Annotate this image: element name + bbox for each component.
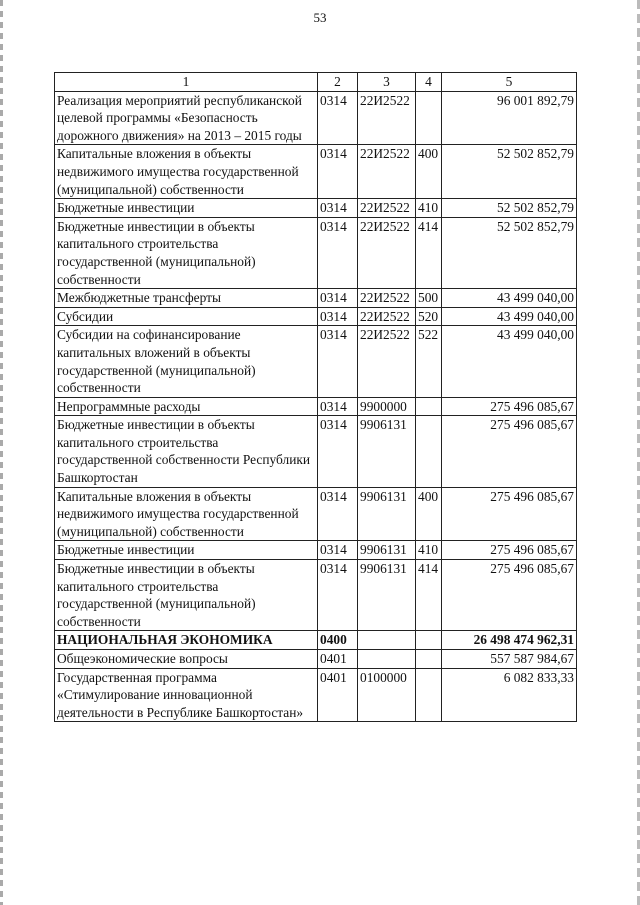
header-target-article: 3 — [358, 73, 416, 92]
table-row — [55, 307, 577, 326]
row-expense-type: 414 — [416, 560, 442, 631]
row-expense-type — [416, 668, 442, 722]
row-expense-type: 414 — [416, 217, 442, 288]
table-row — [55, 541, 577, 560]
row-name: Капитальные вложения в объекты недвижимого имущества государственной (муниципальной) собственности — [55, 145, 318, 199]
row-name: Бюджетные инвестиции в объекты капитального строительства государственной (муниципальной) собственности — [55, 217, 318, 288]
row-target-article — [358, 631, 416, 650]
row-section-code: 0314 — [318, 487, 358, 541]
header-amount: 5 — [442, 73, 577, 92]
row-target-article: 9900000 — [358, 397, 416, 416]
row-target-article: 22И2522 — [358, 217, 416, 288]
row-amount: 52 502 852,79 — [442, 145, 577, 199]
row-section-code: 0400 — [318, 631, 358, 650]
row-amount: 26 498 474 962,31 — [442, 631, 577, 650]
row-expense-type — [416, 631, 442, 650]
row-amount: 52 502 852,79 — [442, 217, 577, 288]
row-section-code: 0314 — [318, 397, 358, 416]
row-amount: 275 496 085,67 — [442, 541, 577, 560]
table-row — [55, 199, 577, 218]
header-expense-type: 4 — [416, 73, 442, 92]
row-amount: 275 496 085,67 — [442, 560, 577, 631]
table-row — [55, 487, 577, 541]
row-expense-type: 410 — [416, 199, 442, 218]
row-section-code: 0401 — [318, 650, 358, 669]
row-section-code: 0314 — [318, 416, 358, 487]
row-target-article: 22И2522 — [358, 326, 416, 397]
row-name: Государственная программа «Стимулирование инновационной деятельности в Республике Башкортостан» — [55, 668, 318, 722]
row-expense-type: 400 — [416, 487, 442, 541]
table-row — [55, 668, 577, 722]
row-section-code: 0314 — [318, 560, 358, 631]
row-section-code: 0314 — [318, 217, 358, 288]
row-name: Бюджетные инвестиции — [55, 199, 318, 218]
row-name: Субсидии — [55, 307, 318, 326]
table-body — [55, 91, 577, 722]
header-row — [55, 73, 577, 92]
row-target-article: 22И2522 — [358, 199, 416, 218]
table-row — [55, 416, 577, 487]
row-section-code: 0314 — [318, 145, 358, 199]
table-row — [55, 397, 577, 416]
row-target-article: 9906131 — [358, 416, 416, 487]
row-name: Общеэкономические вопросы — [55, 650, 318, 669]
row-expense-type — [416, 416, 442, 487]
row-section-code: 0314 — [318, 199, 358, 218]
row-amount: 96 001 892,79 — [442, 91, 577, 145]
table-row — [55, 326, 577, 397]
row-section-code: 0314 — [318, 326, 358, 397]
row-expense-type: 400 — [416, 145, 442, 199]
row-name: Непрограммные расходы — [55, 397, 318, 416]
row-amount: 275 496 085,67 — [442, 397, 577, 416]
row-name: Капитальные вложения в объекты недвижимого имущества государственной (муниципальной) собственности — [55, 487, 318, 541]
row-section-code: 0314 — [318, 91, 358, 145]
row-amount: 52 502 852,79 — [442, 199, 577, 218]
row-amount: 557 587 984,67 — [442, 650, 577, 669]
header-name: 1 — [55, 73, 318, 92]
table-row — [55, 145, 577, 199]
row-expense-type — [416, 397, 442, 416]
scan-edge-left — [0, 0, 3, 905]
row-expense-type — [416, 650, 442, 669]
row-target-article: 9906131 — [358, 487, 416, 541]
row-section-code: 0314 — [318, 307, 358, 326]
row-amount: 6 082 833,33 — [442, 668, 577, 722]
row-expense-type: 500 — [416, 289, 442, 308]
page-number: 53 — [313, 10, 327, 25]
table-row — [55, 560, 577, 631]
row-name: Межбюджетные трансферты — [55, 289, 318, 308]
table-row — [55, 91, 577, 145]
row-name: Субсидии на софинансирование капитальных вложений в объекты государственной (муниципальной) собственности — [55, 326, 318, 397]
row-amount: 43 499 040,00 — [442, 307, 577, 326]
table-row — [55, 217, 577, 288]
row-name: НАЦИОНАЛЬНАЯ ЭКОНОМИКА — [55, 631, 318, 650]
row-target-article: 22И2522 — [358, 307, 416, 326]
header-section: 2 — [318, 73, 358, 92]
row-expense-type: 520 — [416, 307, 442, 326]
row-amount: 275 496 085,67 — [442, 416, 577, 487]
row-target-article: 22И2522 — [358, 145, 416, 199]
row-amount: 43 499 040,00 — [442, 326, 577, 397]
table-row — [55, 650, 577, 669]
row-section-code: 0401 — [318, 668, 358, 722]
row-amount: 43 499 040,00 — [442, 289, 577, 308]
row-target-article: 0100000 — [358, 668, 416, 722]
row-section-code: 0314 — [318, 541, 358, 560]
budget-table — [54, 72, 577, 722]
row-name: Реализация мероприятий республиканской целевой программы «Безопасность дорожного движения» на 2013 – 2015 годы — [55, 91, 318, 145]
row-name: Бюджетные инвестиции — [55, 541, 318, 560]
row-target-article: 9906131 — [358, 541, 416, 560]
row-section-code: 0314 — [318, 289, 358, 308]
table-row — [55, 631, 577, 650]
row-target-article — [358, 650, 416, 669]
row-expense-type: 410 — [416, 541, 442, 560]
row-expense-type: 522 — [416, 326, 442, 397]
row-name: Бюджетные инвестиции в объекты капитального строительства государственной (муниципальной) собственности — [55, 560, 318, 631]
row-target-article: 9906131 — [358, 560, 416, 631]
row-expense-type — [416, 91, 442, 145]
row-name: Бюджетные инвестиции в объекты капитального строительства государственной собственности Республики Башкортостан — [55, 416, 318, 487]
row-target-article: 22И2522 — [358, 289, 416, 308]
table-row — [55, 289, 577, 308]
row-target-article: 22И2522 — [358, 91, 416, 145]
row-amount: 275 496 085,67 — [442, 487, 577, 541]
